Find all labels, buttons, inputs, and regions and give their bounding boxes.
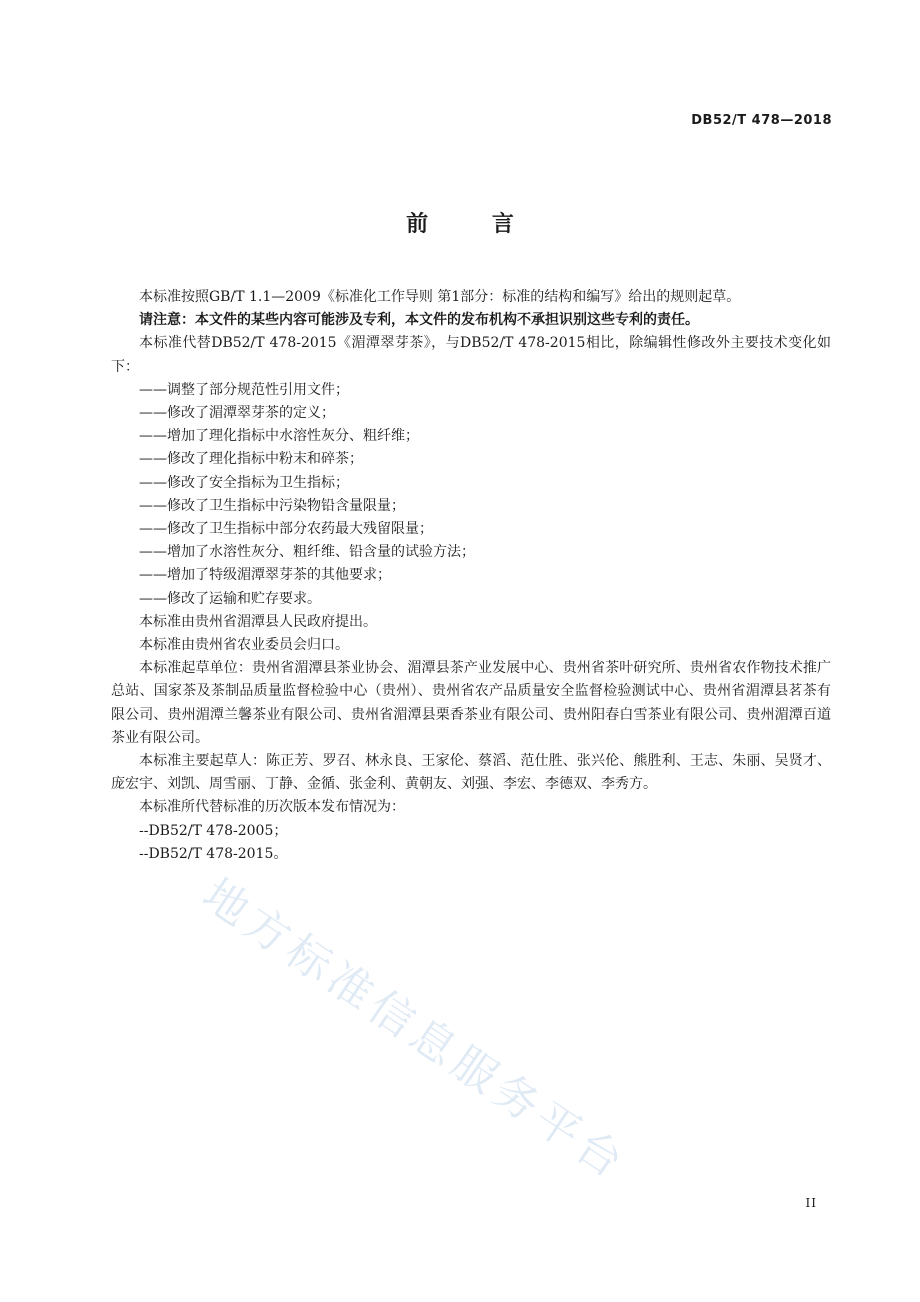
page-number: II (805, 1196, 817, 1210)
list-item: ——增加了理化指标中水溶性灰分、粗纤维； (139, 428, 419, 445)
history-item: --DB52/T 478-2015。 (139, 845, 288, 862)
list-item: ——修改了卫生指标中部分农药最大残留限量； (139, 521, 433, 538)
list-item: ——增加了特级湄潭翠芽茶的其他要求； (139, 567, 391, 584)
document-code: DB52/T 478—2018 (691, 113, 832, 128)
paragraph-history-intro: 本标准所代替标准的历次版本发布情况为： (139, 799, 405, 816)
list-item: ——修改了卫生指标中污染物铅含量限量； (139, 497, 405, 514)
list-item: ——修改了理化指标中粉末和碎茶； (139, 451, 363, 468)
list-item: ——调整了部分规范性引用文件； (139, 381, 349, 398)
list-item: ——修改了运输和贮存要求。 (139, 590, 321, 607)
list-item: ——增加了水溶性灰分、粗纤维、铅含量的试验方法； (139, 544, 475, 561)
paragraph-patent-notice: 请注意：本文件的某些内容可能涉及专利，本文件的发布机构不承担识别这些专利的责任。 (139, 312, 699, 329)
list-item: ——修改了安全指标为卫生指标； (139, 474, 349, 491)
page-title: 前 言 (406, 212, 542, 237)
paragraph-drafting-units: 本标准起草单位：贵州省湄潭县茶业协会、湄潭县茶产业发展中心、贵州省茶叶研究所、贵州省农作物技术推广总站、国家茶及茶制品质量监督检验中心（贵州）、贵州省农产品质量安全监督检验测试中心、贵州省湄潭县茗茶有限公司、贵州湄潭兰馨茶业有限公司、贵州省湄潭县栗香茶业有限公司、贵州阳春白雪茶业有限公司、贵州湄潭百道茶业有限公司。 (111, 660, 831, 746)
paragraph-replacement: 本标准代替DB52/T 478-2015《湄潭翠芽茶》，与DB52/T 478-2015相比，除编辑性修改外主要技术变化如下： (111, 335, 831, 375)
watermark: 地方标准信息服务平台 (193, 869, 637, 1191)
foreword-content (111, 286, 831, 866)
paragraph-drafters: 本标准主要起草人：陈正芳、罗召、林永良、王家伦、蔡滔、范仕胜、张兴伦、熊胜利、王志、朱丽、吴贤才、庞宏宇、刘凯、周雪丽、丁静、金循、张金利、黄朝友、刘强、李宏、李德双、李秀方。 (111, 753, 831, 793)
paragraph-centralized: 本标准由贵州省农业委员会归口。 (139, 637, 349, 654)
list-item: ——修改了湄潭翠芽茶的定义； (139, 405, 335, 422)
paragraph-proposer: 本标准由贵州省湄潭县人民政府提出。 (139, 613, 377, 630)
paragraph-drafting-rules: 本标准按照GB/T 1.1—2009《标准化工作导则 第1部分：标准的结构和编写》给出的规则起草。 (139, 289, 741, 305)
history-item: --DB52/T 478-2005； (139, 822, 288, 839)
